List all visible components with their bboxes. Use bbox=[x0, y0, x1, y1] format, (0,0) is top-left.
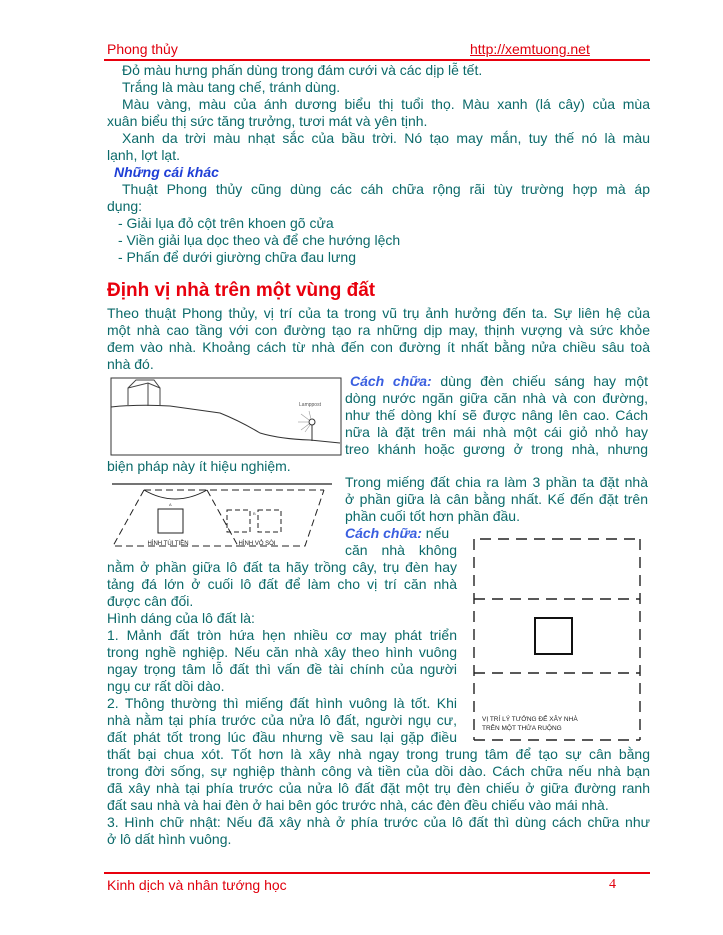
color-blue-line-2: lạnh, lợt lạt. bbox=[107, 147, 180, 163]
header-link[interactable]: http://xemtuong.net bbox=[470, 41, 590, 57]
section-paragraph-line: một nhà cao tầng với con đường tạo ra những dịp may, thịnh vượng và sức khỏe bbox=[107, 322, 650, 338]
plot-paragraph-line: Trong miếng đất chia ra làm 3 phần ta đặt nhà bbox=[345, 474, 648, 490]
shape3-line: ở lô dất hình vuông. bbox=[107, 831, 232, 847]
house-shape bbox=[128, 383, 160, 406]
shape2-line: đất sau nhà và hai đèn ở hai bên góc trước nhà, các đèn đều chiếu vào mái nhà. bbox=[107, 797, 609, 813]
field-caption-2: TRÊN MỘT THỬA RUỘNG bbox=[482, 725, 562, 732]
header-title: Phong thủy bbox=[107, 41, 178, 57]
plot-paragraph-line: phần cuối tốt hơn phần đầu. bbox=[345, 508, 520, 524]
shape2-line: nhà nằm tại phía trước của nửa lô đất, người ngụ cư, bbox=[107, 712, 457, 728]
remedy1-line-last: biện pháp này ít hiệu nghiệm. bbox=[107, 458, 291, 474]
purse-label: HÌNH TÚI TIỀN bbox=[147, 541, 189, 547]
shapes-intro: Hình dáng của lô đất là: bbox=[107, 610, 255, 626]
footer-title: Kinh dịch và nhân tướng học bbox=[107, 877, 287, 893]
plot-shapes-figure bbox=[110, 478, 335, 552]
shape1-line: ngay trọng tâm lỗ đất thì vấn đề tài chính của người bbox=[107, 661, 457, 677]
header-rule bbox=[104, 59, 650, 61]
shell-label: HÌNH VỎ SÒI bbox=[238, 541, 276, 547]
color-blue-line-1: Xanh da trời màu nhạt sắc của bầu trời. Nó tạo may mắn, tuy thế nó là màu bbox=[122, 130, 650, 146]
remedy1-line: dòng nước ngăn giữa căn nhà và con đường, bbox=[345, 390, 648, 406]
field-caption-1: VỊ TRÍ LÝ TƯỞNG ĐỂ XÂY NHÀ bbox=[482, 716, 578, 723]
others-paragraph-2: dụng: bbox=[107, 198, 143, 214]
lamppost-label: Lamppost bbox=[299, 402, 321, 408]
remedy2-label: Cách chữa: bbox=[345, 525, 422, 541]
house-dashed-square bbox=[258, 510, 281, 532]
house-square bbox=[158, 509, 183, 533]
others-item: - Phấn để dưới giường chữa đau lưng bbox=[118, 249, 356, 265]
section-heading: Định vị nhà trên một vùng đất bbox=[107, 280, 376, 301]
mark-b: B bbox=[253, 511, 256, 516]
remedy2-line-first: Cách chữa: nếu bbox=[345, 525, 450, 541]
others-item: - Viền giải lụa dọc theo và để che hướng lệch bbox=[118, 232, 401, 248]
lamp-icon bbox=[309, 419, 315, 425]
others-paragraph-1: Thuật Phong thủy cũng dùng các cáh chữa rộng rãi tùy trường hợp mà áp bbox=[122, 181, 650, 197]
house-square bbox=[535, 618, 572, 654]
house-dashed-square bbox=[227, 510, 250, 532]
shape1-line: ngụ cư rất dồi dào. bbox=[107, 678, 225, 694]
remedy1-line: nữa là đặt trên mái nhà một cái giỏ nhỏ hay bbox=[345, 424, 648, 440]
section-paragraph-line: nhà đó. bbox=[107, 356, 154, 372]
page-number: 4 bbox=[609, 877, 616, 892]
shape1-line: trong nghề nghiệp. Nếu căn nhà xây theo hình vuông bbox=[107, 644, 457, 660]
section-paragraph-line: Theo thuật Phong thủy, vị trí của ta trong vũ trụ ảnh hưởng đến ta. Sự liên hệ của bbox=[107, 305, 650, 321]
others-subheading: Những cái khác bbox=[114, 164, 219, 180]
color-yellow-line-2: xuân biểu thị sức tăng trưởng, tươi mát và yên tịnh. bbox=[107, 113, 428, 129]
shape3-line: 3. Hình chữ nhật: Nếu đã xây nhà ở phía trước của lô đất thì dùng cách chữa như bbox=[107, 814, 650, 830]
remedy1-label: Cách chữa: bbox=[350, 373, 432, 389]
figure-frame bbox=[111, 378, 341, 455]
purse-plot-outline bbox=[113, 490, 238, 546]
hill-lamppost-figure bbox=[110, 377, 342, 457]
others-item: - Giải lụa đỏ cột trên khoen gõ cửa bbox=[118, 215, 334, 231]
remedy1-line: treo khánh hoặc gương ở trong nhà, nhưng bbox=[345, 441, 648, 457]
color-white-line: Trắng là màu tang chế, tránh dùng. bbox=[122, 79, 341, 95]
shape1-line: 1. Mảnh đất tròn hứa hẹn nhiều cơ may phát triển bbox=[107, 627, 457, 643]
color-yellow-line-1: Màu vàng, màu của ánh dương biểu thị tuổi thọ. Màu xanh (lá cây) của mùa bbox=[122, 96, 650, 112]
remedy2-line: nằm ở phần giữa lô đất ta hãy trồng cây, trụ đèn hay bbox=[107, 559, 457, 575]
remedy2-line: tảng đá lớn ở cuối lô đất để làm cho vị trí căn nhà bbox=[107, 576, 457, 592]
remedy1-line: như thế dòng khí sẽ được nâng lên cao. Cách bbox=[345, 407, 648, 423]
remedy1-line-first: Cách chữa: dùng đèn chiếu sáng hay một bbox=[350, 373, 649, 389]
shape2-line: đã xây nhà tại phía trước của nửa lô đất đặt một trụ đèn chiếu ở giữa đường ranh bbox=[107, 780, 650, 796]
color-red-line: Đỏ màu hưng phấn dùng trong đám cưới và các dịp lễ tết. bbox=[122, 62, 483, 78]
shape2-line: 2. Thông thường thì miếng đất hình vuông là tốt. Khi bbox=[107, 695, 457, 711]
plot-paragraph-line: ở phần giữa là cân bằng nhất. Kế đến đặt trên bbox=[345, 491, 648, 507]
remedy2-line: được cân đối. bbox=[107, 593, 194, 609]
purse-curve bbox=[144, 490, 207, 499]
section-paragraph-line: đem vào nhà. Khoảng cách từ nhà đến con đường ít nhất bằng nửa chiều sâu toà bbox=[107, 339, 650, 355]
shape2-line: thất bại chua xót. Tốt hơn là xây nhà ngay trong trung tâm để tạo sự cân bằng bbox=[107, 746, 650, 762]
mark-a: A bbox=[169, 502, 172, 507]
footer-rule bbox=[104, 872, 650, 874]
shape2-line: trong đời sống, sự nghiệp thành công và tiền của dồi dào. Cách chữa nếu nhà bạn bbox=[107, 763, 650, 779]
remedy2-line: căn nhà không bbox=[345, 542, 457, 558]
ground-line bbox=[111, 405, 340, 443]
field-figure bbox=[470, 535, 650, 745]
shape2-line: đất phát tốt trong lúc đầu nhưng về sau lại gặp điều bbox=[107, 729, 457, 745]
shell-plot-outline bbox=[238, 490, 324, 546]
